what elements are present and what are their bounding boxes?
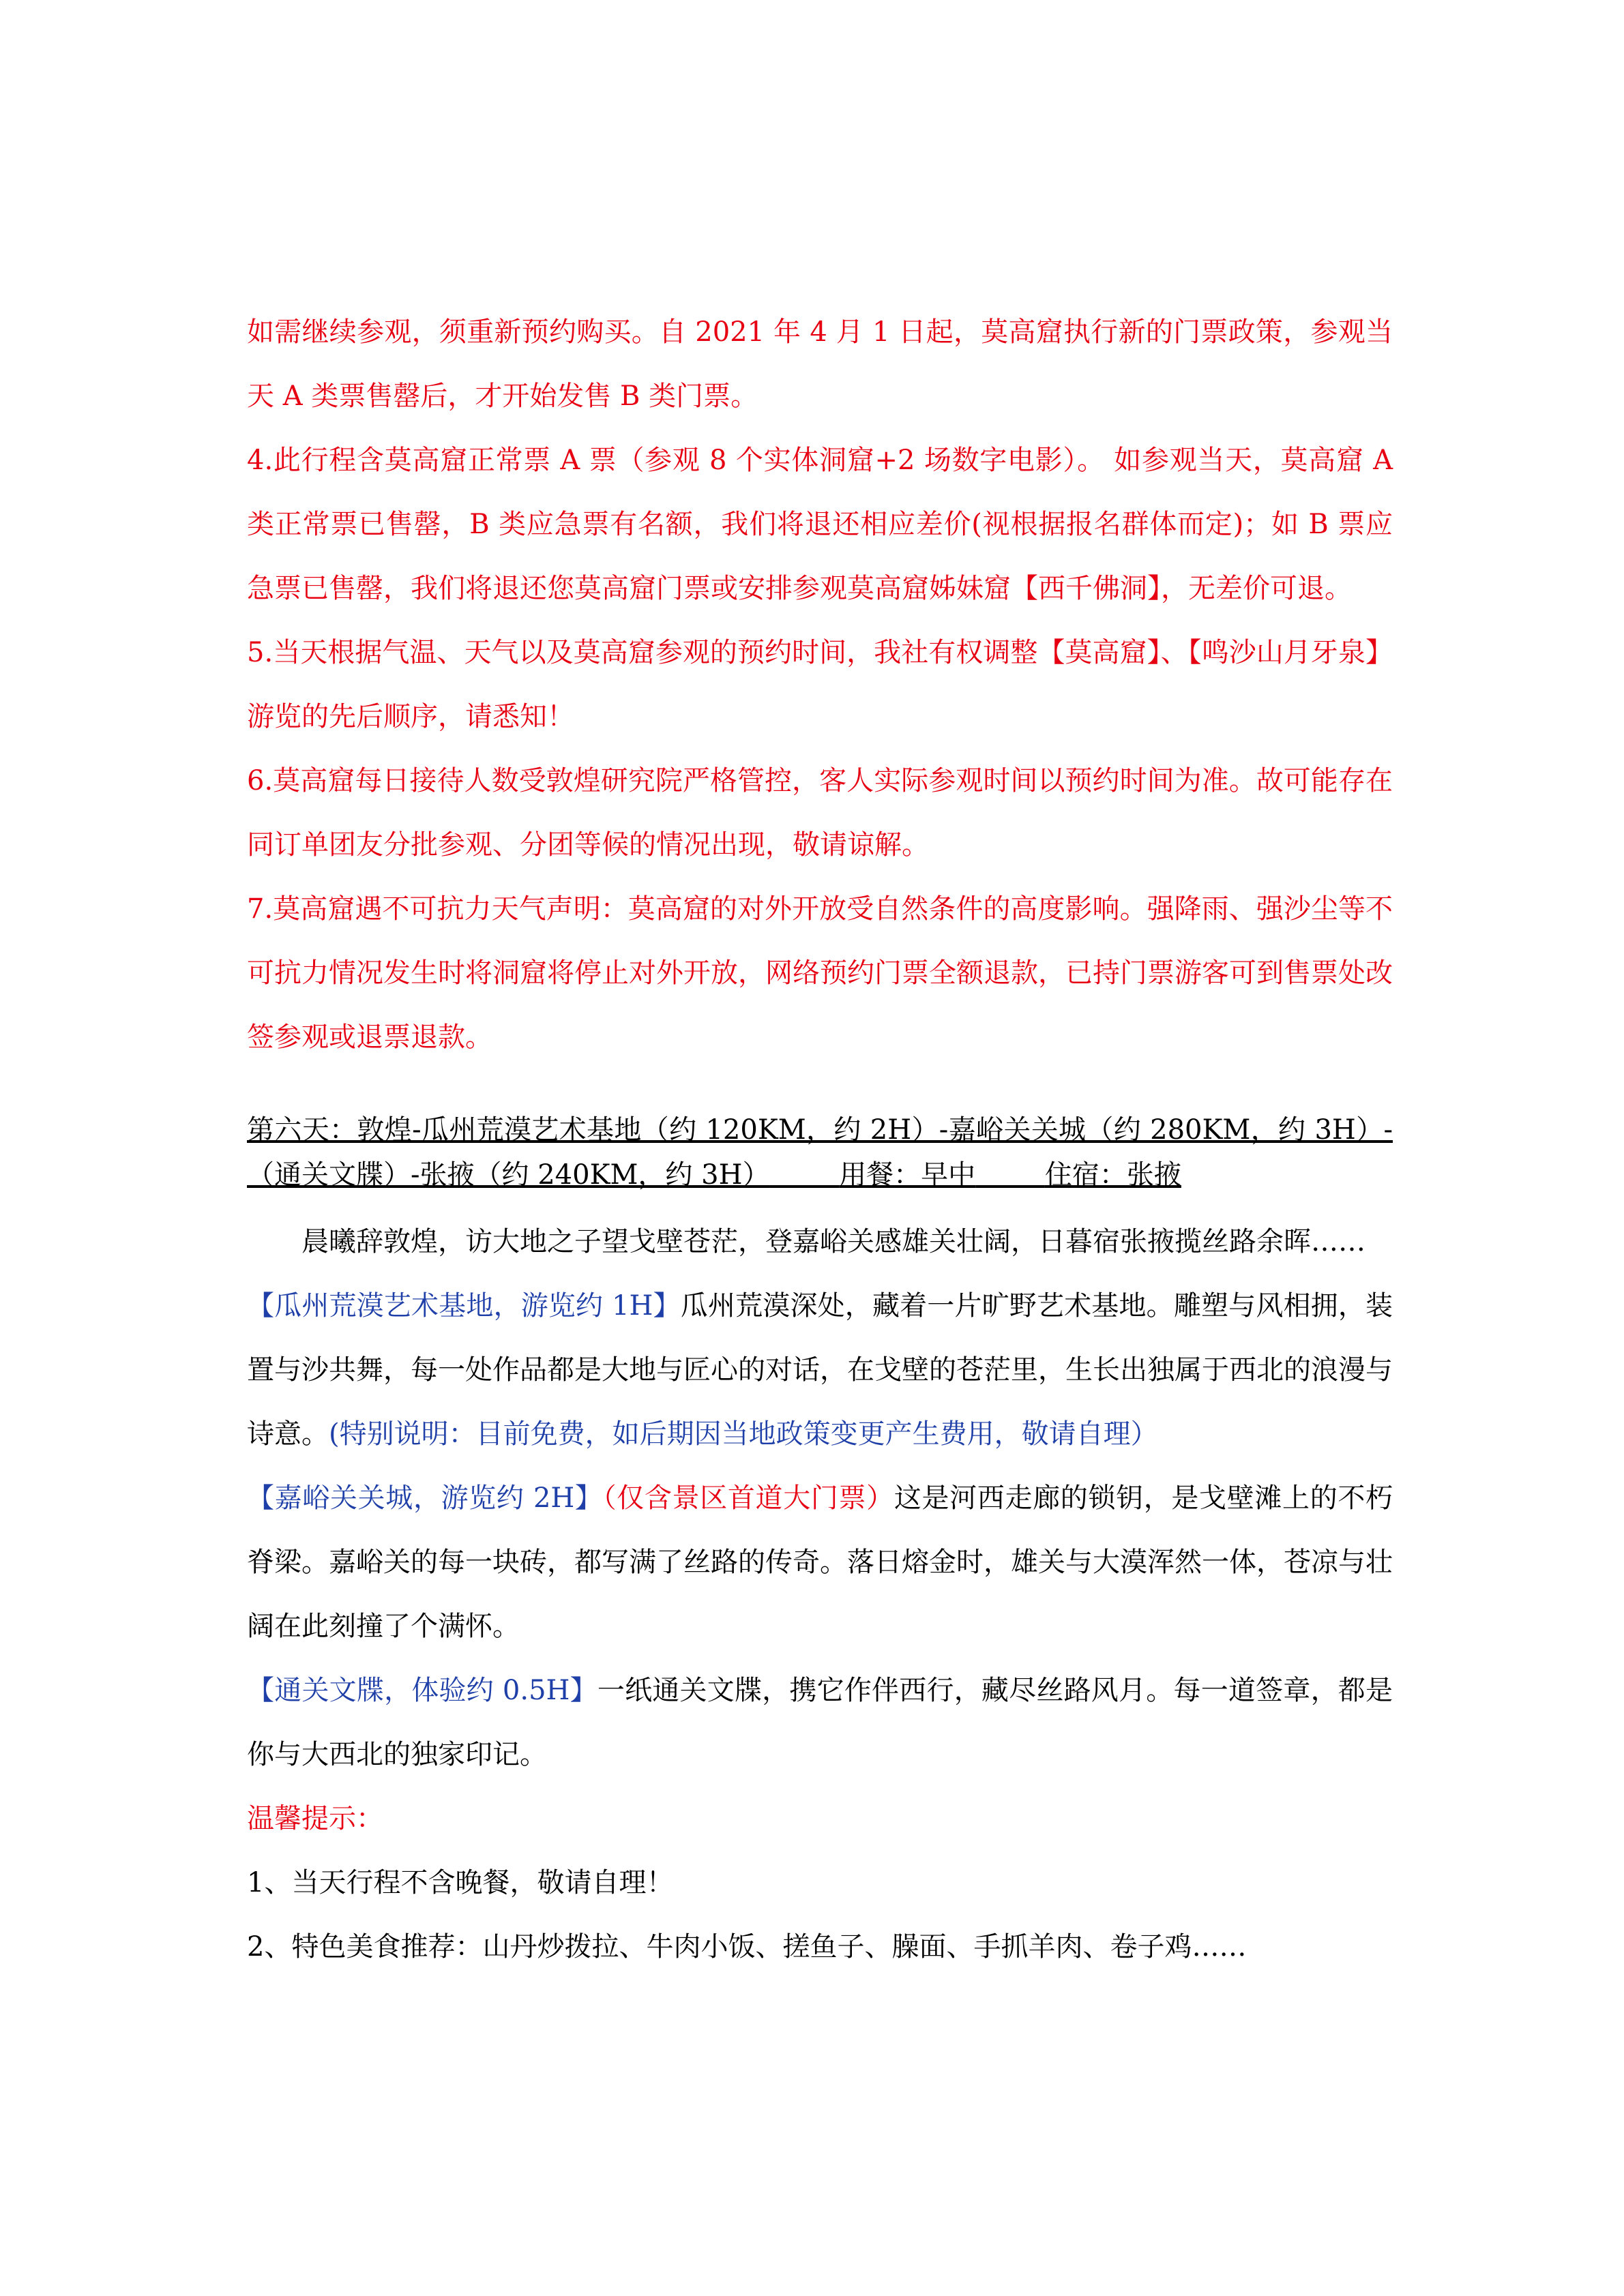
note-6-paragraph: 6.莫高窟每日接待人数受敦煌研究院严格管控，客人实际参观时间以预约时间为准。故可能存在同订单团友分批参观、分团等候的情况出现，敬请谅解。 (247, 765, 1393, 861)
spot-guazhou-note: (特别说明：目前免费，如后期因当地政策变更产生费用，敬请自理） (329, 1418, 1158, 1450)
day6-heading (247, 1107, 1393, 1197)
tip-item-2: 2、特色美食推荐：山丹炒拨拉、牛肉小饭、搓鱼子、臊面、手抓羊肉、卷子鸡…… (247, 1931, 1247, 1963)
spot-tongguan-text: 一纸通关文牒，携它作伴西行，藏尽丝路风月。每一道签章，都是你与大西北的独家印记。 (247, 1675, 1393, 1770)
document-page (247, 300, 1393, 1979)
note-7-paragraph: 7.莫高窟遇不可抗力天气声明：莫高窟的对外开放受自然条件的高度影响。强降雨、强沙尘等不可抗力情况发生时将洞窟将停止对外开放，网络预约门票全额退款，已持门票游客可到售票处改签参观或退票退款。 (247, 893, 1393, 1053)
note-5-paragraph: 5.当天根据气温、天气以及莫高窟参观的预约时间，我社有权调整【莫高窟】、【鸣沙山月牙泉】游览的先后顺序，请悉知！ (247, 637, 1393, 732)
tips-title: 温馨提示： (247, 1803, 383, 1834)
day6-meals: 用餐：早中 (839, 1159, 976, 1191)
ticket-policy-paragraph: 如需继续参观，须重新预约购买。自 2021 年 4 月 1 日起，莫高窟执行新的门票政策，参观当天 A 类票售罄后，才开始发售 B 类门票。 (247, 316, 1393, 412)
spot-jiayuguan-text: 这是河西走廊的锁钥，是戈壁滩上的不朽脊梁。嘉峪关的每一块砖，都写满了丝路的传奇。落日熔金时，雄关与大漠浑然一体，苍凉与壮阔在此刻撞了个满怀。 (247, 1482, 1393, 1642)
tip-item-1: 1、当天行程不含晚餐，敬请自理！ (247, 1867, 674, 1898)
note-4-paragraph: 4.此行程含莫高窟正常票 A 票（参观 8 个实体洞窟+2 场数字电影）。 如参观当天，莫高窟 A 类正常票已售罄，B 类应急票有名额，我们将退还相应差价(视根据报名群体而定)；如 B 票应急票已售罄，我们将退还您莫高窟门票或安排参观莫高窟姊妹窟【西千佛洞】，无差价可退。 (247, 445, 1393, 604)
spot-tongguan (247, 1658, 1393, 1787)
day6-lodging: 住宿：张掖 (1044, 1159, 1181, 1191)
spot-guazhou (247, 1274, 1393, 1466)
spot-jiayuguan-note: （仅含景区首道大门票） (602, 1482, 894, 1514)
spot-tongguan-title: 【通关文牒，体验约 0.5H】 (247, 1675, 597, 1706)
spot-jiayuguan (247, 1466, 1393, 1658)
spot-jiayuguan-title: 【嘉峪关关城，游览约 2H】 (247, 1482, 603, 1514)
spot-guazhou-text: 瓜州荒漠深处，藏着一片旷野艺术基地。雕塑与风相拥，装置与沙共舞，每一处作品都是大地与匠心的对话，在戈壁的苍茫里，生长出独属于西北的浪漫与诗意。 (247, 1290, 1393, 1450)
day6-route: 第六天：敦煌-瓜州荒漠艺术基地（约 120KM，约 2H）-嘉峪关关城（约 280KM，约 3H）-（通关文牒）-张掖（约 240KM，约 3H） (247, 1114, 1393, 1191)
spot-guazhou-title: 【瓜州荒漠艺术基地，游览约 1H】 (247, 1290, 681, 1322)
section-spacer (247, 1069, 1393, 1107)
day6-intro: 晨曦辞敦煌，访大地之子望戈壁苍茫，登嘉峪关感雄关壮阔，日暮宿张掖揽丝路余晖…… (301, 1226, 1365, 1257)
